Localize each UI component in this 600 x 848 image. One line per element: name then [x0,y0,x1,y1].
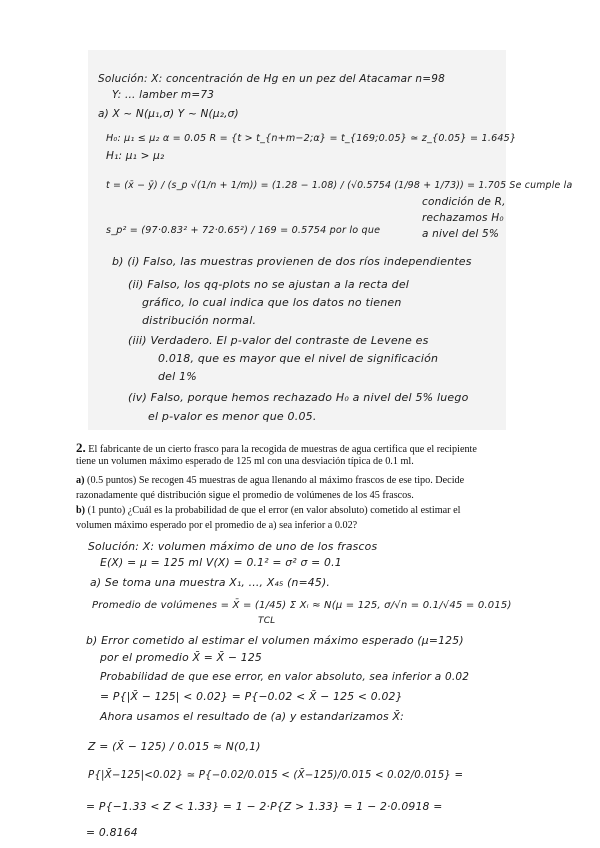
scanned-solution-area [88,50,506,430]
handwritten-line: = P{|X̄ − 125| < 0.02} = P{−0.02 < X̄ − 125 < 0.02} [100,690,403,703]
question-a [76,475,464,486]
handwritten-line: Solución: X: concentración de Hg en un pez del Atacamar n=98 [98,73,445,85]
handwritten-line: a) X ~ N(μ₁,σ) Y ~ N(μ₂,σ) [98,108,239,120]
question-b-label: b) [76,505,86,516]
handwritten-line: a) Se toma una muestra X₁, ..., X₄₅ (n=45). [90,576,330,589]
handwritten-line: = 0.8164 [86,826,138,839]
handwritten-line: b) Error cometido al estimar el volumen máximo esperado (μ=125) [86,634,464,647]
handwritten-line: rechazamos H₀ [422,212,504,224]
handwritten-line: el p-valor es menor que 0.05. [148,410,317,423]
handwritten-line: Promedio de volúmenes = X̄ = (1/45) Σ Xᵢ ≈ N(μ = 125, σ/√n = 0.1/√45 = 0.015) [92,600,512,611]
handwritten-line: por el promedio X̄ = X̄ − 125 [100,651,262,664]
handwritten-line: (ii) Falso, los qq-plots no se ajustan a la recta del [128,278,410,291]
question-a-label: a) [76,475,85,486]
handwritten-line: H₀: μ₁ ≤ μ₂ α = 0.05 R = {t > t_{n+m−2;α} = t_{169;0.05} ≃ z_{0.05} = 1.645} [106,133,517,144]
question-a-text: (0.5 puntos) Se recogen 45 muestras de agua llenando al máximo frascos de ese tipo. Decide [87,475,465,486]
handwritten-line: 0.018, que es mayor que el nivel de significación [158,352,439,365]
handwritten-line: P{|X̄−125|<0.02} ≃ P{−0.02/0.015 < (X̄−125)/0.015 < 0.02/0.015} = [88,770,464,781]
handwritten-line: = P{−1.33 < Z < 1.33} = 1 − 2·P{Z > 1.33} = 1 − 2·0.0918 = [86,800,443,813]
handwritten-line: H₁: μ₁ > μ₂ [106,150,165,162]
handwritten-line: Probabilidad de que ese error, en valor absoluto, sea inferior a 0.02 [100,671,470,683]
handwritten-line: distribución normal. [142,314,257,327]
handwritten-line: Solución: X: volumen máximo de uno de los frascos [88,540,378,553]
question-b-line2: volumen máximo esperado por el promedio de a) sea inferior a 0.02? [76,520,358,531]
question-a-line2: razonadamente qué distribución sigue el promedio de volúmenes de los 45 frascos. [76,490,414,501]
problem-intro: El fabricante de un cierto frasco para la recogida de muestras de agua certifica que el recipiente [88,444,477,455]
handwritten-line: t = (x̄ − ȳ) / (s_p √(1/n + 1/m)) = (1.28 − 1.08) / (√0.5754 (1/98 + 1/73)) = 1.705 Se cumple la [106,180,573,191]
handwritten-line: condición de R, [422,196,506,208]
problem-intro-line2: tiene un volumen máximo esperado de 125 ml con una desviación típica de 0.1 ml. [76,456,414,467]
question-b-text: (1 punto) ¿Cuál es la probabilidad de que el error (en valor absoluto) cometido al estimar el [87,505,461,516]
problem-statement [76,440,477,456]
handwritten-line: s_p² = (97·0.83² + 72·0.65²) / 169 = 0.5754 por lo que [106,225,381,236]
handwritten-line: Z = (X̄ − 125) / 0.015 ≈ N(0,1) [88,740,261,753]
handwritten-line: E(X) = μ = 125 ml V(X) = 0.1² = σ² σ = 0.1 [100,556,342,569]
handwritten-line: gráfico, lo cual indica que los datos no tienen [142,296,402,309]
handwritten-line: Y: ... lamber m=73 [112,89,215,101]
handwritten-line: Ahora usamos el resultado de (a) y estandarizamos X̄: [100,710,404,723]
handwritten-line: b) (i) Falso, las muestras provienen de dos ríos independientes [112,255,472,268]
handwritten-line: a nivel del 5% [422,228,500,240]
handwritten-line: (iii) Verdadero. El p-valor del contraste de Levene es [128,334,429,347]
problem-number: 2. [76,440,86,455]
handwritten-line: TCL [258,616,276,626]
question-b [76,505,460,516]
handwritten-line: (iv) Falso, porque hemos rechazado H₀ a nivel del 5% luego [128,391,469,404]
handwritten-line: del 1% [158,370,197,383]
